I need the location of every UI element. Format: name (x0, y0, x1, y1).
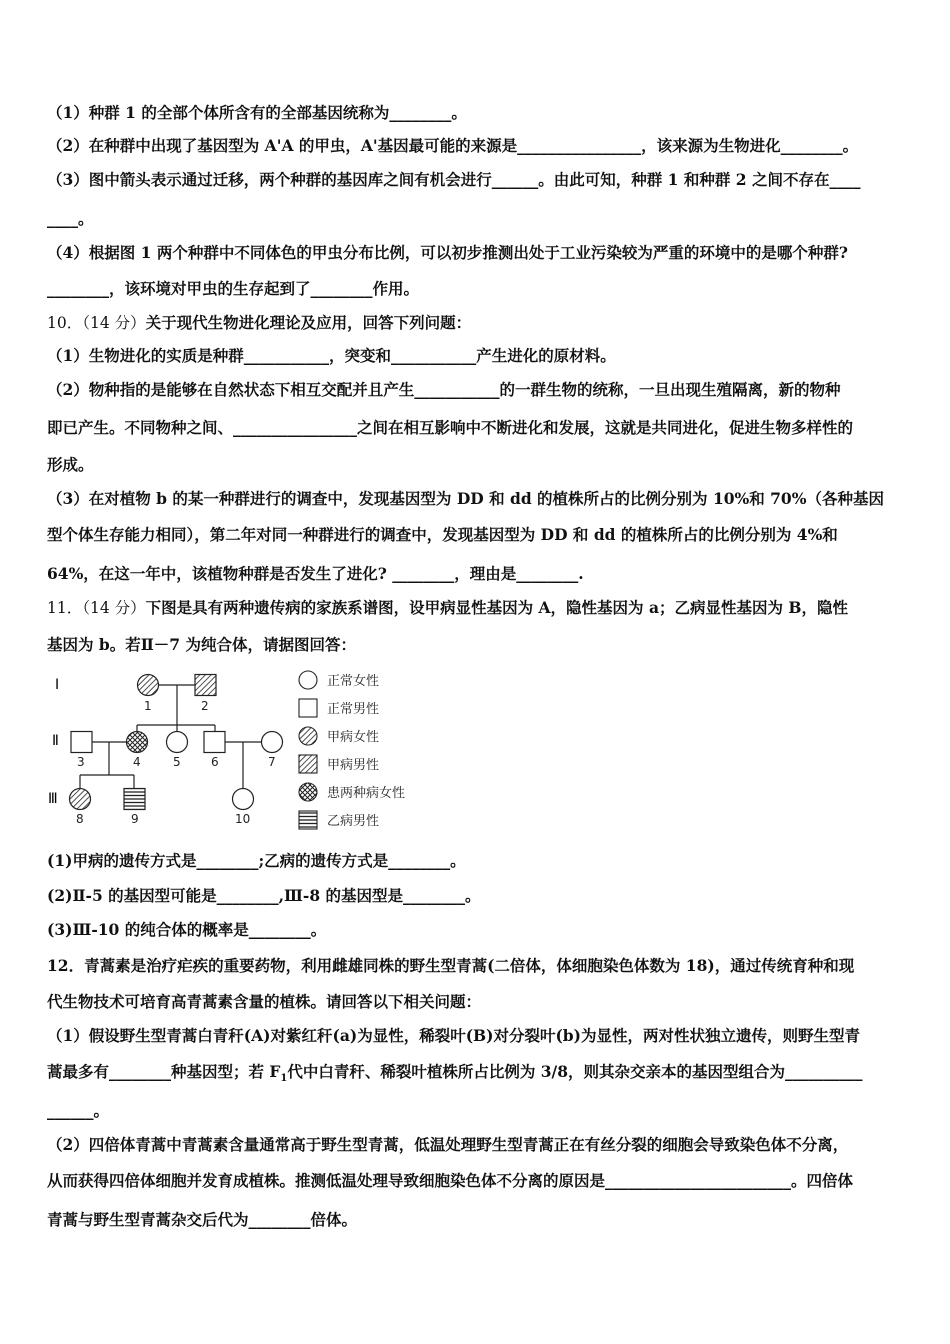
q11-prompt: 下图是具有两种遗传病的家族系谱图，设甲病显性基因为 A，隐性基因为 a；乙病显性基因为 B，隐性 (145, 598, 848, 617)
q10-number: 10．（14 分） (47, 314, 146, 332)
q11-number: 11．（14 分） (47, 599, 146, 617)
q10-part2: （2）物种指的是能够在自然状态下相互交配并且产生___________的一群生物的统称，一旦出现生殖隔离，新的物种 (47, 380, 841, 399)
pedigree-chart (45, 665, 445, 835)
pedigree-num-1: 1 (144, 699, 152, 713)
q12-f1-subscript: 1 (280, 1073, 288, 1085)
pedigree-ii7-female (262, 732, 283, 753)
q12-part1-text-a: 蒿最多有________种基因型；若 F (47, 1062, 281, 1081)
legend-both-diseases-female: 患两种病女性 (327, 786, 406, 801)
pedigree-i1-female (138, 675, 159, 696)
q9-part3: （3）图中箭头表示通过迁移，两个种群的基因库之间有机会进行______。由此可知，种群 1 和种群 2 之间不存在____ (47, 170, 861, 189)
pedigree-num-10: 10 (235, 812, 251, 826)
gen-label-2: Ⅱ (52, 733, 59, 749)
pedigree-ii3-male (71, 732, 92, 753)
q12-part1-cont (47, 1059, 907, 1085)
q10-part1: （1）生物进化的实质是种群___________，突变和___________产生进化的原材料。 (47, 346, 616, 365)
legend-disease-a-male-symbol (299, 755, 317, 773)
legend-disease-a-female-symbol (299, 727, 317, 745)
q10-part3-end: 64%，在这一年中，该植物种群是否发生了进化? ________，理由是________. (47, 564, 584, 583)
q12-intro: 12．青蒿素是治疗疟疾的重要药物，利用雌雄同株的野生型青蒿(二倍体，体细胞染色体数为 18)，通过传统育种和现 (47, 956, 855, 975)
legend-disease-a-female: 甲病女性 (327, 730, 380, 745)
q12-part2: （2）四倍体青蒿中青蒿素含量通常高于野生型青蒿，低温处理野生型青蒿正在有丝分裂的细胞会导致染色体不分离， (47, 1135, 849, 1154)
legend-normal-male: 正常男性 (327, 702, 380, 717)
q11-subq3: (3)Ⅲ-10 的纯合体的概率是________。 (47, 920, 327, 939)
q12-intro-cont: 代生物技术可培育高青蒿素含量的植株。请回答以下相关问题： (47, 992, 482, 1011)
q11-subq1: (1)甲病的遗传方式是________;乙病的遗传方式是________。 (47, 851, 466, 870)
pedigree-ii5-female (167, 732, 188, 753)
q10-part3: （3）在对植物 b 的某一种群进行的调查中，发现基因型为 DD 和 dd 的植株所占的比例分别为 10%和 70%（各种基因 (47, 489, 884, 508)
q12-part2-end: 青蒿与野生型青蒿杂交后代为________倍体。 (47, 1210, 358, 1229)
legend-disease-b-male: 乙病男性 (327, 814, 380, 829)
pedigree-iii9-male (124, 789, 145, 810)
pedigree-num-5: 5 (173, 755, 181, 769)
q9-part1: （1）种群 1 的全部个体所含有的全部基因统称为________。 (47, 103, 467, 122)
pedigree-num-4: 4 (133, 755, 141, 769)
pedigree-num-8: 8 (76, 812, 84, 826)
pedigree-ii4-female (127, 732, 148, 753)
q12-part1: （1）假设野生型青蒿白青秆(A)对紫红秆(a)为显性，稀裂叶(B)对分裂叶(b)为显性，两对性状独立遗传，则野生型青 (47, 1026, 860, 1045)
gen-label-3: Ⅲ (48, 791, 58, 807)
q10-part3-cont: 型个体生存能力相同），第二年对同一种群进行的调查中，发现基因型为 DD 和 dd 的植株所占的比例分别为 4%和 (47, 525, 838, 544)
q11-subq2: (2)Ⅱ-5 的基因型可能是________,Ⅲ-8 的基因型是________。 (47, 886, 481, 905)
q10-part2-end: 形成。 (47, 455, 94, 474)
legend-disease-b-male-symbol (299, 811, 317, 829)
legend-normal-male-symbol (299, 699, 317, 717)
pedigree-num-7: 7 (268, 755, 276, 769)
q12-part1-end: ______。 (47, 1101, 110, 1120)
gen-label-1: Ⅰ (55, 677, 60, 693)
pedigree-i2-male (195, 675, 216, 696)
pedigree-num-2: 2 (201, 699, 209, 713)
pedigree-iii10-female (233, 789, 254, 810)
q10-header (47, 310, 907, 336)
pedigree-ii6-male (204, 732, 225, 753)
legend-disease-a-male: 甲病男性 (327, 758, 380, 773)
q9-part3-cont: ____。 (47, 209, 94, 228)
q11-header (47, 595, 907, 621)
legend-normal-female: 正常女性 (327, 674, 380, 689)
legend-normal-female-symbol (299, 671, 317, 689)
pedigree-num-9: 9 (131, 812, 139, 826)
q9-part4-cont: ________，该环境对甲虫的生存起到了________作用。 (47, 279, 420, 298)
q11-prompt-cont: 基因为 b。若Ⅱ－7 为纯合体，请据图回答： (47, 635, 356, 654)
q9-part4: （4）根据图 1 两个种群中不同体色的甲虫分布比例，可以初步推测出处于工业污染较为严重的环境中的是哪个种群? (47, 243, 848, 262)
q12-part1-text-b: 代中白青秆、稀裂叶植株所占比例为 3/8，则其杂交亲本的基因型组合为__________ (287, 1062, 863, 1081)
pedigree-num-3: 3 (77, 755, 85, 769)
q10-prompt: 关于现代生物进化理论及应用，回答下列问题： (145, 313, 472, 332)
q12-part2-cont: 从而获得四倍体细胞并发育成植株。推测低温处理导致细胞染色体不分离的原因是________________________。四倍体 (47, 1171, 854, 1190)
q10-part2-cont: 即已产生。不同物种之间、________________之间在相互影响中不断进化和发展，这就是共同进化，促进生物多样性的 (47, 418, 854, 437)
legend-both-diseases-female-symbol (299, 783, 317, 801)
pedigree-num-6: 6 (211, 755, 219, 769)
pedigree-iii8-female (70, 789, 91, 810)
q9-part2: （2）在种群中出现了基因型为 A'A 的甲虫，A'基因最可能的来源是________________，该来源为生物进化________。 (47, 136, 859, 155)
